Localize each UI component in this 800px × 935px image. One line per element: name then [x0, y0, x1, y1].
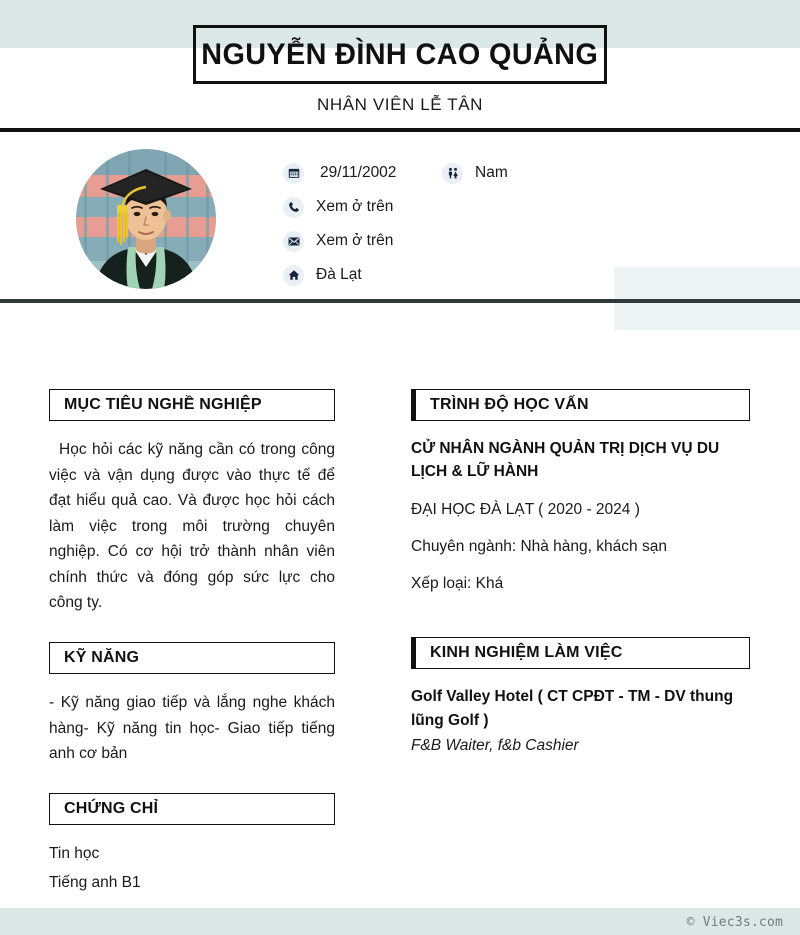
contact-row-dob-gender: [283, 156, 783, 190]
objective-body: [49, 437, 335, 616]
section-header-objective: [49, 389, 335, 421]
section-title-objective: MỤC TIÊU NGHỀ NGHIỆP: [64, 396, 262, 413]
candidate-name: NGUYỄN ĐÌNH CAO QUẢNG: [201, 37, 599, 71]
skills-body: - Kỹ năng giao tiếp và lắng nghe khách hàng- Kỹ năng tin học- Giao tiếp tiếng anh cơ bản: [49, 693, 335, 763]
section-header-skills: [49, 642, 335, 674]
education-grade: Xếp loại: Khá: [411, 575, 504, 592]
section-title-skills: KỸ NĂNG: [64, 648, 140, 666]
contact-value-phone: Xem ở trên: [316, 198, 394, 215]
section-title-certificates: CHỨNG CHỈ: [64, 799, 159, 817]
education-school: ĐẠI HỌC ĐÀ LẠT ( 2020 - 2024 ): [411, 500, 640, 518]
profile-divider: [0, 299, 800, 303]
experience-company: Golf Valley Hotel ( CT CPĐT - TM - DV thung lũng Golf ): [411, 688, 734, 729]
experience-role: F&B Waiter, f&b Cashier: [411, 736, 579, 754]
contact-row-email: [283, 224, 783, 258]
contact-item-address: [283, 265, 362, 286]
list-item: Tiếng anh B1: [49, 873, 141, 891]
avatar: [76, 149, 216, 289]
name-box: [193, 25, 607, 84]
contact-item-email: [283, 231, 393, 252]
right-column: [411, 389, 750, 757]
section-header-education: [411, 389, 750, 421]
section-title-experience: KINH NGHIỆM LÀM VIỆC: [430, 644, 623, 662]
footer-watermark: © Viec3s.com: [686, 915, 783, 930]
contact-value-address: Đà Lạt: [316, 266, 362, 283]
education-major: Chuyên ngành: Nhà hàng, khách sạn: [411, 537, 667, 555]
profile-section: [0, 132, 800, 304]
objective-text: Học hỏi các kỹ năng cần có trong công việc và vận dụng được vào thực tế để đạt hiểu quả cao. Và được học hỏi cách làm việc trong môi trường chuyên nghiệp. Có cơ hội trở thành nhân viên chính thức và đóng góp sức lực cho công ty.: [49, 441, 335, 612]
contact-list: [283, 156, 783, 292]
certificates-list: [49, 841, 335, 895]
contact-value-email: Xem ở trên: [316, 232, 394, 249]
left-column: [49, 389, 335, 899]
education-degree: CỬ NHÂN NGÀNH QUẢN TRỊ DỊCH VỤ DU LỊCH & LỮ HÀNH: [411, 440, 720, 481]
phone-icon: [283, 197, 304, 218]
cv-header: [0, 0, 800, 131]
contact-row-phone: [283, 190, 783, 224]
job-title: NHÂN VIÊN LỄ TÂN: [316, 95, 484, 114]
home-icon: [283, 265, 304, 286]
section-title-education: TRÌNH ĐỘ HỌC VẤN: [430, 396, 589, 413]
contact-item-gender: [442, 156, 508, 190]
list-item: Tin học: [49, 844, 100, 862]
contact-item-dob: [283, 163, 396, 184]
email-icon: [283, 231, 304, 252]
contact-value-gender: Nam: [475, 164, 508, 181]
contact-item-phone: [283, 197, 393, 218]
footer-bar: [0, 908, 800, 935]
section-header-certificates: [49, 793, 335, 825]
calendar-icon: [283, 163, 304, 184]
section-header-experience: [411, 637, 750, 669]
contact-value-dob: 29/11/2002: [320, 164, 397, 181]
contact-row-address: [283, 258, 783, 292]
gender-icon: [442, 163, 463, 184]
